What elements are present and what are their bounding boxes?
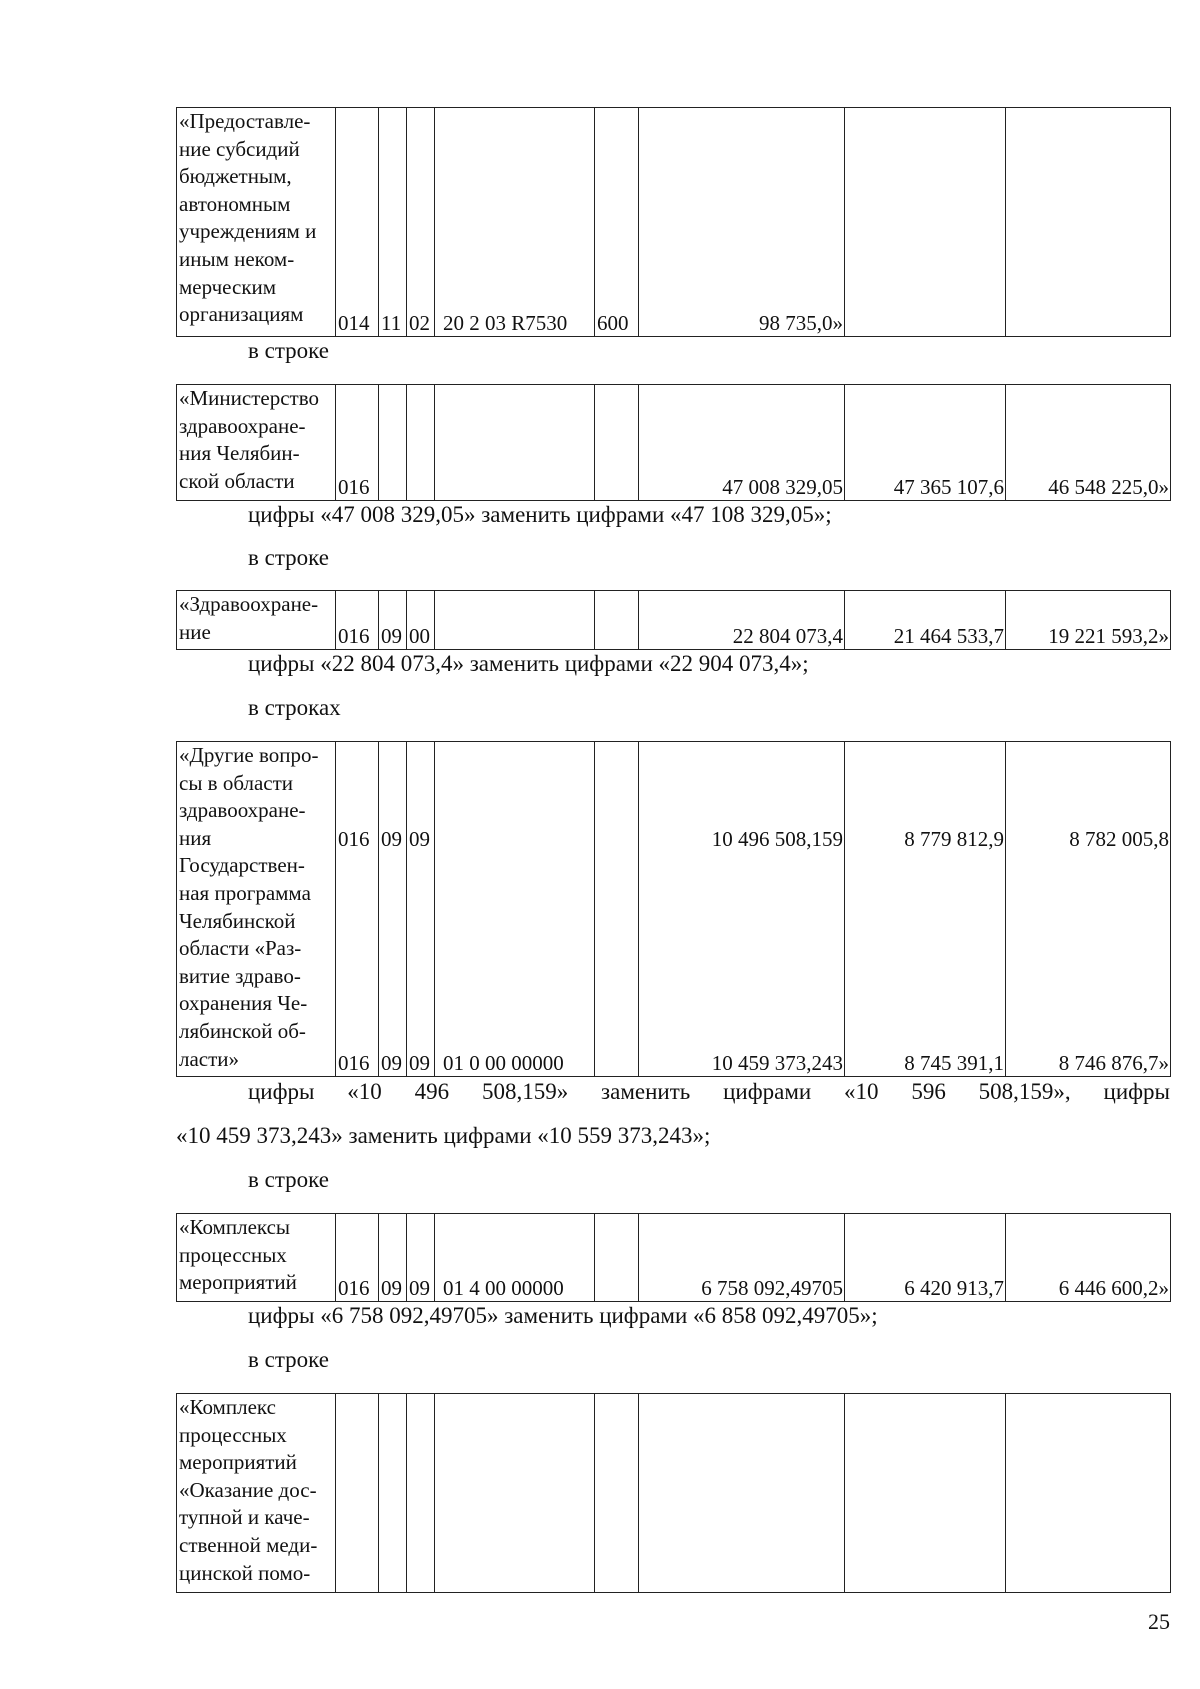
replacement-instruction-continued: «10 459 373,243» заменить цифрами «10 559 373,243»; — [176, 1123, 711, 1148]
year2-value: 21 464 533,7 — [893, 624, 1004, 648]
gr-code: 016 — [338, 827, 370, 851]
replacement-instruction: цифры «47 008 329,05» заменить цифрами «47 108 329,05»; — [248, 502, 832, 527]
paragraph-in-row: в строке — [248, 1167, 329, 1192]
paragraph-in-rows: в строках — [248, 695, 341, 720]
year1-value: 10 459 373,243 — [711, 1051, 843, 1075]
pr-code: 09 — [409, 1051, 430, 1075]
table-other-health-questions — [176, 741, 1171, 1077]
pr-code: 09 — [409, 827, 430, 851]
csr-code: 20 2 03 R7530 — [443, 311, 568, 335]
gr-code: 014 — [338, 311, 370, 335]
pr-code: 09 — [409, 1276, 430, 1300]
year1-value: 6 758 092,49705 — [701, 1276, 843, 1300]
vr-code: 600 — [597, 311, 629, 335]
row-name: «Комплекс процессных мероприятий «Оказание дос- тупной и каче- ственной меди- цинской помо- — [179, 1395, 318, 1585]
paragraph-in-row: в строке — [248, 338, 329, 363]
year3-value: 8 746 876,7» — [1058, 1051, 1169, 1075]
replacement-instruction: цифры «6 758 092,49705» заменить цифрами «6 858 092,49705»; — [248, 1303, 878, 1328]
year3-value: 8 782 005,8 — [1069, 827, 1169, 851]
paragraph-in-row: в строке — [248, 545, 329, 570]
rz-code: 11 — [381, 311, 402, 335]
replacement-instruction: цифры «22 804 073,4» заменить цифрами «22 904 073,4»; — [248, 651, 809, 676]
row-name: «Другие вопро- сы в области здравоохране- ния Государствен- ная программа Челябинской области «Раз- витие здраво- охранения Че- лябинской об- ласти» — [179, 743, 319, 1071]
pr-code: 02 — [409, 311, 430, 335]
year3-value: 19 221 593,2» — [1048, 624, 1169, 648]
year1-value: 22 804 073,4 — [732, 624, 843, 648]
pr-code: 00 — [409, 624, 430, 648]
csr-code: 01 4 00 00000 — [443, 1276, 564, 1300]
year1-value: 47 008 329,05 — [722, 475, 843, 499]
year2-value: 8 745 391,1 — [904, 1051, 1004, 1075]
year2-value: 47 365 107,6 — [893, 475, 1004, 499]
paragraph-in-row: в строке — [248, 1347, 329, 1372]
row-name-cell — [177, 108, 335, 336]
year2-value: 6 420 913,7 — [904, 1276, 1004, 1300]
row-name: «Министерство здравоохране- ния Челябин- ской области — [179, 386, 319, 493]
year3-value: 6 446 600,2» — [1058, 1276, 1169, 1300]
row-name: «Комплексы процессных мероприятий — [179, 1215, 297, 1295]
gr-code: 016 — [338, 475, 370, 499]
csr-code: 01 0 00 00000 — [443, 1051, 564, 1075]
table-process-complex-medical — [176, 1393, 1171, 1593]
replacement-instruction: цифры «10 496 508,159» заменить цифрами «10 596 508,159», цифры — [248, 1079, 1170, 1104]
rz-code: 09 — [381, 1051, 402, 1075]
table-ministry — [176, 384, 1171, 501]
year3-value: 46 548 225,0» — [1048, 475, 1169, 499]
table-healthcare — [176, 590, 1171, 650]
row-name: «Здравоохране- ние — [179, 592, 319, 644]
row-name: «Предоставле- ние субсидий бюджетным, автономным учреждениям и иным неком- мерческим организациям — [179, 109, 317, 327]
rz-code: 09 — [381, 624, 402, 648]
table-subsidies — [176, 107, 1171, 337]
year1-value: 98 735,0» — [759, 311, 843, 335]
rz-code: 09 — [381, 1276, 402, 1300]
table-process-complexes — [176, 1213, 1171, 1302]
gr-code: 016 — [338, 1276, 370, 1300]
year1-value: 10 496 508,159 — [711, 827, 843, 851]
rz-code: 09 — [381, 827, 402, 851]
gr-code: 016 — [338, 624, 370, 648]
year2-value: 8 779 812,9 — [904, 827, 1004, 851]
page-number: 25 — [1148, 1609, 1170, 1634]
gr-code: 016 — [338, 1051, 370, 1075]
